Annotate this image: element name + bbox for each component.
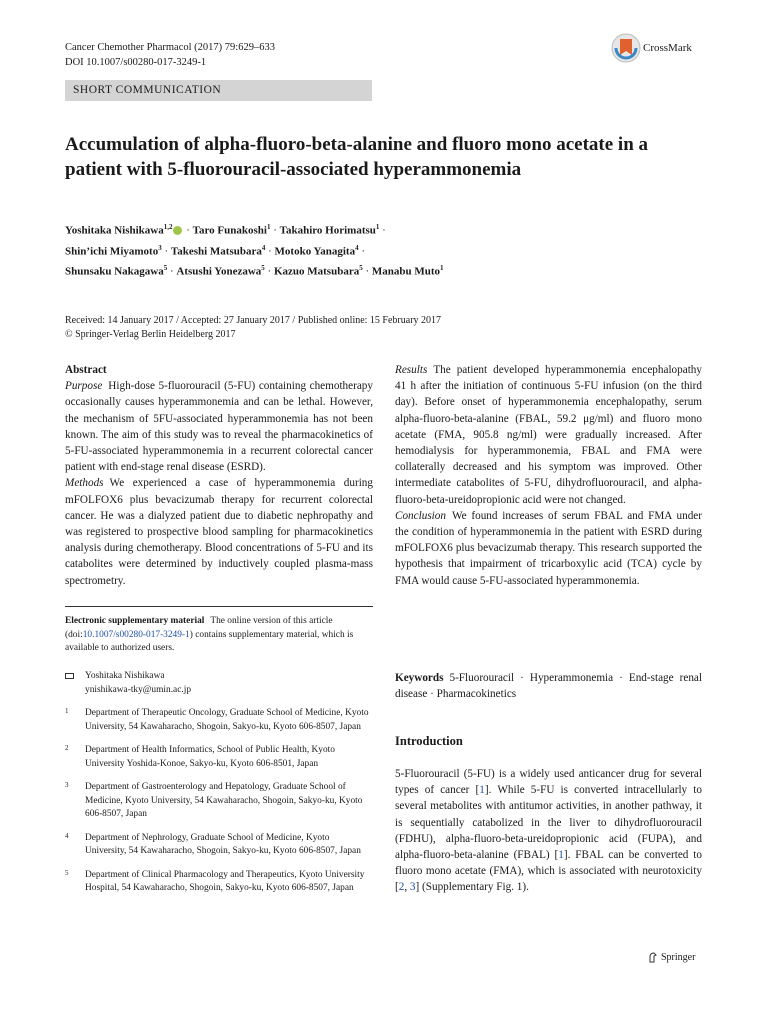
affiliation-number: 3 — [65, 781, 69, 789]
affiliation-item — [65, 832, 373, 859]
intro-text: ]. FBAL can be converted to fluoro mono acetate (FMA), which is associated with neurotoxicity [ — [395, 849, 702, 894]
affiliation-text: Department of Gastroenterology and Hepatology, Graduate School of Medicine, Kyoto University, 54 Kawaharacho, Shogoin, Sakyo-ku, Kyoto 606-8507, Japan — [85, 782, 363, 819]
reference-link[interactable]: 2 — [398, 881, 405, 894]
keywords — [395, 670, 702, 702]
results-text: The patient developed hyperammonemia encephalopathy 41 h after the initiation of continuous 5-FU infusion (on the third day). Before onset of hyperammonemia encephalopathy, serum alpha-fluoro-beta-alanine (FBAL, 59.2 μg/ml) and fluoro mono acetate (FMA, 905.8 ng/ml) were gradually increased. After hemodialysis for hyperammonemia, FBAL and FMA were collaterally decreased and his symptom was improved. Other intermediate catabolites of 5-FU, dihydrofluorouracil, and alpha-fluoro-beta-ureidopropionic acid were not changed. — [395, 364, 702, 506]
springer-horse-icon — [648, 952, 657, 963]
reference-link[interactable]: 1 — [558, 849, 564, 862]
esm-label: Electronic supplementary material — [65, 616, 205, 626]
esm-text-b: ) contains supplementary material, which is available to authorized users. — [65, 629, 354, 653]
supplementary-note — [65, 615, 373, 656]
affiliation-item — [65, 744, 373, 771]
conclusion-label: Conclusion — [395, 509, 446, 522]
abstract-purpose — [65, 378, 373, 475]
intro-text: 5-Fluorouracil (5-FU) is a widely used anticancer drug for several types of cancer [ — [395, 768, 702, 797]
affiliation-number: 4 — [65, 831, 69, 840]
introduction-paragraph — [395, 766, 702, 896]
intro-text: ]. While 5-FU is converted intracellularly to several metabolites with antitumor activities, in another pathway, it is sequentially catabolized in the liver to dihydrofluorouracil (FDHU), alpha-fluoro-beta-ureidopropionic acid (FUPA), and alpha-fluoro-beta-alanine (FBAL) [ — [395, 784, 702, 862]
affiliations — [65, 707, 373, 906]
author-list: Yoshitaka Nishikawa$^{1,2}$ · Taro Funakoshi$^1$ · Takahiro Horimatsu$^1$ · Shin’ichi Miyamoto$^3$ · Takeshi Matsubara$^4$ · Motoko Yanagita$^4$ · Shunsaku Nakagawa$^5$ · Atsushi Yonezawa$^5$ · Kazuo Matsubara$^5$ · Manabu Muto$^1$ — [65, 223, 444, 278]
author-affiliation: 5 — [359, 264, 363, 273]
affiliation-text: Department of Nephrology, Graduate School of Medicine, Kyoto University, 54 Kawaharacho, Shogoin, Sakyo-ku, Kyoto 606-8507, Japan — [85, 832, 361, 856]
copyright-line: © Springer-Verlag Berlin Heidelberg 2017 — [65, 329, 236, 340]
affiliation-number: 5 — [65, 868, 69, 877]
article-title: Accumulation of alpha-fluoro-beta-alanine and fluoro mono acetate in a patient with 5-fluorouracil-associated hyperammonemia — [65, 134, 649, 180]
journal-header — [65, 40, 275, 70]
author-affiliation: 4 — [355, 243, 359, 252]
author-name[interactable]: Takeshi Matsubara — [170, 245, 262, 258]
intro-text: ] (Supplementary Fig. 1). — [415, 881, 529, 894]
author-name[interactable]: Shin’ichi Miyamoto — [65, 245, 159, 258]
author-affiliation: 5 — [163, 264, 168, 273]
affiliation-item — [65, 869, 373, 896]
affiliation-number: 2 — [65, 744, 69, 752]
purpose-label: Purpose — [65, 380, 103, 393]
author-affiliation: 3 — [158, 243, 162, 252]
author-affiliation: 1,2 — [163, 223, 173, 231]
abstract-conclusion — [395, 508, 702, 589]
author-affiliation: 1 — [266, 223, 271, 231]
esm-doi-link[interactable]: 10.1007/s00280-017-3249-1 — [82, 629, 190, 640]
conclusion-text: We found increases of serum FBAL and FMA under the condition of hyperammonemia in the patient with ESRD during mFOLFOX6 plus bevacizumab therapy. This research supported the hypothesis that impairment of tricarboxylic acid (TCA) cycle by FMA would cause 5-FU-associated hyperammonemia. — [395, 509, 702, 587]
author-name[interactable]: Yoshitaka Nishikawa — [65, 224, 164, 237]
affiliation-item — [65, 707, 373, 734]
author-affiliation: 1 — [375, 223, 380, 231]
author-affiliation: 1 — [440, 264, 444, 273]
affiliation-number: 1 — [65, 707, 69, 715]
correspondence-email[interactable]: ynishikawa-tky@umin.ac.jp — [85, 684, 192, 695]
affiliation-text: Department of Health Informatics, School of Public Health, Kyoto University Yoshida-Konoe, Sakyo-ku, Kyoto 606-8501, Japan — [85, 745, 335, 769]
abstract-methods — [65, 475, 373, 588]
journal-citation: Cancer Chemother Pharmacol (2017) 79:629–633 — [65, 42, 275, 53]
abstract-heading: Abstract — [65, 364, 107, 376]
author-name[interactable]: Takahiro Horimatsu — [279, 224, 376, 237]
affiliation-item — [65, 781, 373, 822]
crossmark-badge[interactable] — [611, 30, 731, 66]
affiliation-text: Department of Clinical Pharmacology and Therapeutics, Kyoto University Hospital, 54 Kawaharacho, Shogoin, Sakyo-ku, Kyoto 606-8507, Japan — [85, 869, 365, 893]
publication-dates: Received: 14 January 2017 / Accepted: 27 January 2017 / Published online: 15 February 2017 — [65, 315, 442, 326]
author-affiliation: 4 — [261, 243, 266, 252]
correspondence-text — [85, 670, 191, 697]
publisher-name: Springer — [661, 952, 696, 963]
introduction-heading: Introduction — [395, 734, 463, 748]
intro-text: , — [404, 881, 410, 894]
keywords-label: Keywords — [395, 672, 444, 684]
methods-text: We experienced a case of hyperammonemia during mFOLFOX6 plus bevacizumab therapy for recurrent colorectal cancer. He was a dialyzed patient due to diabetic nephropathy and was registered to prospective blood sampling for pharmacokinetics analysis during chemotherapy. Blood concentrations of 5-FU and its catabolites were determined by inductively coupled plasma-mass spectrometry. — [65, 477, 373, 587]
methods-label: Methods — [65, 477, 104, 490]
doi-line: DOI 10.1007/s00280-017-3249-1 — [65, 57, 207, 68]
abstract-left-column — [65, 362, 373, 589]
reference-link[interactable]: 3 — [409, 881, 416, 894]
crossmark-icon — [611, 33, 641, 63]
esm-text-a: The online version of this article (doi: — [65, 616, 333, 640]
reference-link[interactable]: 1 — [479, 784, 485, 797]
author-name[interactable]: Kazuo Matsubara — [273, 265, 360, 278]
correspondence-name: Yoshitaka Nishikawa — [85, 671, 165, 681]
author-name[interactable]: Motoko Yanagita — [274, 245, 356, 258]
abstract-results — [395, 362, 702, 508]
section-label: SHORT COMMUNICATION — [65, 80, 372, 101]
abstract-right-column — [395, 362, 702, 589]
author-name[interactable]: Shunsaku Nakagawa — [65, 265, 164, 278]
envelope-icon — [65, 673, 74, 679]
keywords-text: 5-Fluorouracil · Hyperammonemia · End-stage renal disease · Pharmacokinetics — [395, 672, 702, 701]
author-affiliation: 5 — [261, 264, 265, 273]
orcid-icon[interactable] — [173, 226, 182, 235]
author-name[interactable]: Taro Funakoshi — [192, 224, 267, 237]
affiliation-text: Department of Therapeutic Oncology, Graduate School of Medicine, Kyoto University, 54 Kawaharacho, Shogoin, Sakyo-ku, Kyoto 606-8507, Japan — [85, 708, 369, 732]
article-dates — [65, 314, 441, 342]
results-label: Results — [395, 364, 428, 376]
purpose-text: High-dose 5-fluorouracil (5-FU) containing chemotherapy occasionally causes hyperammonemia and can be lethal. However, the mechanism of 5FU-associated hyperammonemia has not been known. The aim of this study was to reveal the pharmacokinetics of 5-FU-associated hyperammonemia in a recurrent colorectal cancer patient with end-stage renal disease (ESRD). — [65, 380, 373, 474]
footnote-divider — [65, 606, 373, 607]
author-name[interactable]: Manabu Muto — [371, 265, 441, 278]
author-name[interactable]: Atsushi Yonezawa — [176, 265, 262, 278]
publisher-footer — [648, 952, 695, 963]
crossmark-label: CrossMark — [643, 42, 692, 54]
